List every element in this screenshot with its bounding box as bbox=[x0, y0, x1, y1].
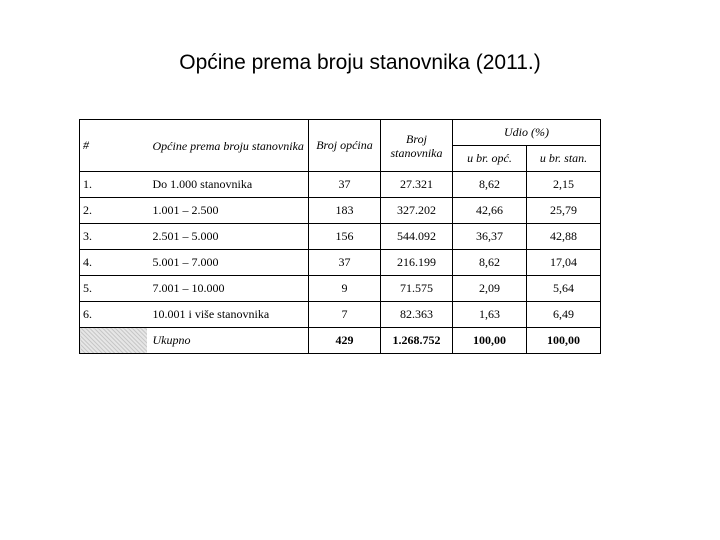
row-share-municipalities: 42,66 bbox=[453, 198, 527, 224]
table-row bbox=[80, 224, 601, 250]
row-category: 10.001 i više stanovnika bbox=[147, 302, 309, 328]
header-number: # bbox=[83, 138, 89, 152]
row-number: 5. bbox=[80, 276, 147, 302]
row-municipalities: 37 bbox=[309, 250, 381, 276]
row-share-population: 42,88 bbox=[527, 224, 601, 250]
row-category: 5.001 – 7.000 bbox=[147, 250, 309, 276]
total-number-cell bbox=[80, 328, 147, 354]
row-population: 27.321 bbox=[381, 172, 453, 198]
row-share-population: 25,79 bbox=[527, 198, 601, 224]
row-municipalities: 37 bbox=[309, 172, 381, 198]
row-category: Do 1.000 stanovnika bbox=[147, 172, 309, 198]
row-municipalities: 183 bbox=[309, 198, 381, 224]
total-municipalities: 429 bbox=[309, 328, 381, 354]
header-category: Općine prema broju stanovnika bbox=[152, 138, 304, 153]
row-category: 1.001 – 2.500 bbox=[147, 198, 309, 224]
header-row-top bbox=[80, 120, 601, 146]
header-municipalities: Broj općina bbox=[309, 120, 381, 172]
total-population: 1.268.752 bbox=[381, 328, 453, 354]
table-row bbox=[80, 276, 601, 302]
row-share-population: 2,15 bbox=[527, 172, 601, 198]
table-row bbox=[80, 172, 601, 198]
row-share-municipalities: 36,37 bbox=[453, 224, 527, 250]
table-row bbox=[80, 250, 601, 276]
row-share-population: 17,04 bbox=[527, 250, 601, 276]
table-row bbox=[80, 302, 601, 328]
row-category: 7.001 – 10.000 bbox=[147, 276, 309, 302]
row-municipalities: 9 bbox=[309, 276, 381, 302]
row-population: 82.363 bbox=[381, 302, 453, 328]
row-number: 1. bbox=[80, 172, 147, 198]
row-share-municipalities: 2,09 bbox=[453, 276, 527, 302]
header-population: Broj stanovnika bbox=[381, 120, 453, 172]
row-share-municipalities: 1,63 bbox=[453, 302, 527, 328]
row-population: 327.202 bbox=[381, 198, 453, 224]
row-population: 71.575 bbox=[381, 276, 453, 302]
row-number: 6. bbox=[80, 302, 147, 328]
header-share-population: u br. stan. bbox=[527, 146, 601, 172]
total-label: Ukupno bbox=[147, 328, 309, 354]
municipalities-table-container bbox=[79, 119, 600, 345]
row-municipalities: 7 bbox=[309, 302, 381, 328]
row-category: 2.501 – 5.000 bbox=[147, 224, 309, 250]
table-row bbox=[80, 198, 601, 224]
row-number: 2. bbox=[80, 198, 147, 224]
page-title: Općine prema broju stanovnika (2011.) bbox=[179, 51, 541, 74]
row-population: 216.199 bbox=[381, 250, 453, 276]
total-row bbox=[80, 328, 601, 354]
row-share-municipalities: 8,62 bbox=[453, 172, 527, 198]
header-share-group: Udio (%) bbox=[453, 120, 601, 146]
row-share-population: 6,49 bbox=[527, 302, 601, 328]
row-municipalities: 156 bbox=[309, 224, 381, 250]
row-number: 4. bbox=[80, 250, 147, 276]
header-share-municipalities: u br. opć. bbox=[453, 146, 527, 172]
row-share-population: 5,64 bbox=[527, 276, 601, 302]
total-share-population: 100,00 bbox=[527, 328, 601, 354]
row-population: 544.092 bbox=[381, 224, 453, 250]
row-share-municipalities: 8,62 bbox=[453, 250, 527, 276]
row-number: 3. bbox=[80, 224, 147, 250]
total-share-municipalities: 100,00 bbox=[453, 328, 527, 354]
municipalities-table bbox=[79, 119, 601, 354]
